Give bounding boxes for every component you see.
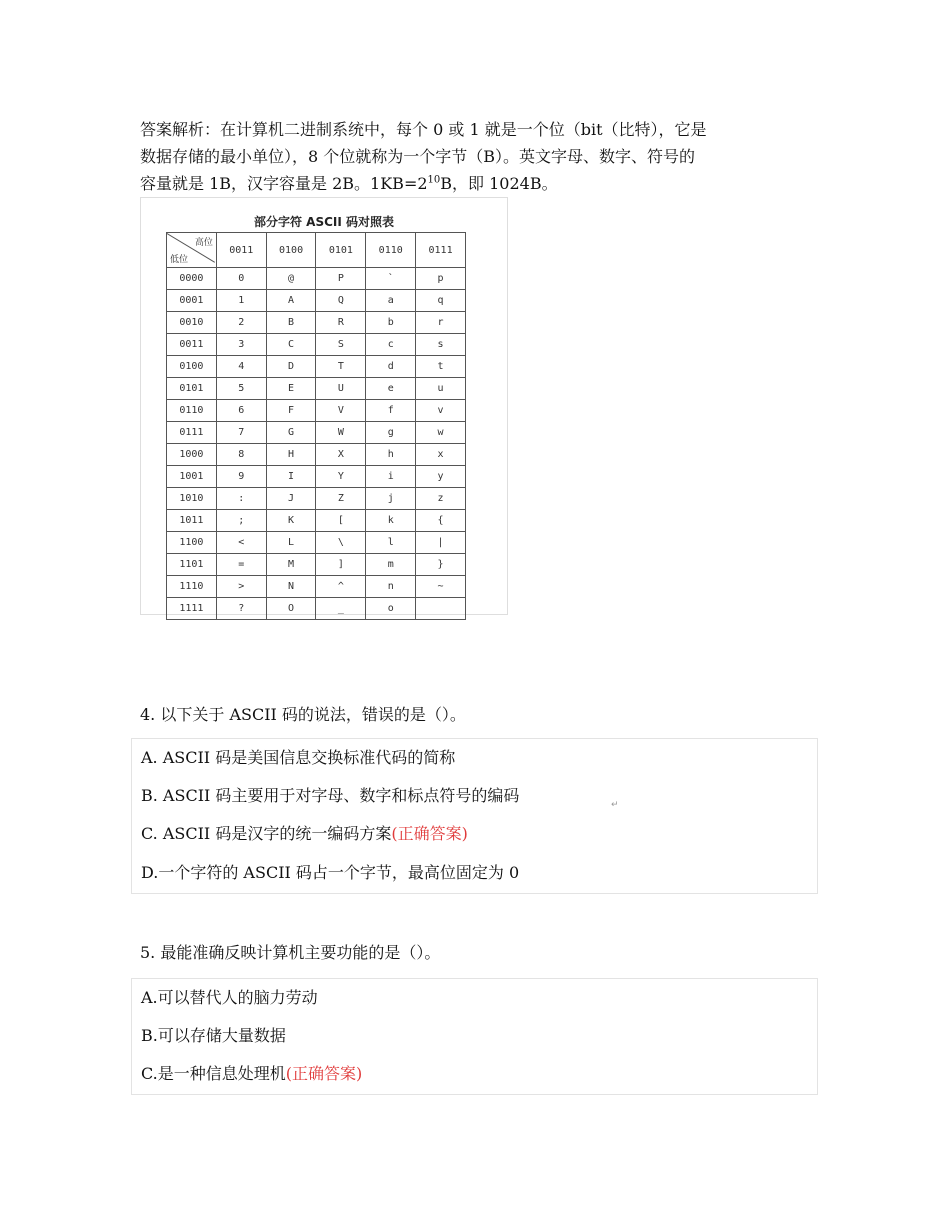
ascii-char-cell: P <box>316 268 366 290</box>
q4-option-c[interactable] <box>141 823 468 845</box>
ascii-char-cell: 4 <box>216 356 266 378</box>
option-text: B.可以存储大量数据 <box>141 1026 286 1045</box>
ascii-char-cell: w <box>416 422 466 444</box>
ascii-char-cell: N <box>266 576 316 598</box>
q5-option-c[interactable] <box>141 1063 362 1085</box>
ascii-row <box>167 378 466 400</box>
ascii-char-cell: i <box>366 466 416 488</box>
ascii-char-cell: B <box>266 312 316 334</box>
ascii-low-bits-cell: 1110 <box>167 576 217 598</box>
ascii-char-cell: v <box>416 400 466 422</box>
option-text: C. ASCII 码是汉字的统一编码方案 <box>141 824 392 843</box>
ascii-char-cell: A <box>266 290 316 312</box>
ascii-char-cell: 6 <box>216 400 266 422</box>
ascii-low-bits-cell: 0000 <box>167 268 217 290</box>
ascii-row <box>167 488 466 510</box>
ascii-char-cell: h <box>366 444 416 466</box>
explanation-line-3-end: B，即 1024B。 <box>440 174 558 193</box>
ascii-row <box>167 422 466 444</box>
ascii-char-cell: q <box>416 290 466 312</box>
ascii-char-cell: e <box>366 378 416 400</box>
ascii-char-cell: s <box>416 334 466 356</box>
ascii-char-cell: 7 <box>216 422 266 444</box>
ascii-char-cell: k <box>366 510 416 532</box>
ascii-row <box>167 598 466 620</box>
ascii-char-cell: c <box>366 334 416 356</box>
ascii-char-cell: | <box>416 532 466 554</box>
ascii-row <box>167 334 466 356</box>
ascii-table <box>166 232 466 620</box>
ascii-char-cell: y <box>416 466 466 488</box>
ascii-row <box>167 532 466 554</box>
ascii-row <box>167 510 466 532</box>
ascii-char-cell: 3 <box>216 334 266 356</box>
ascii-char-cell: f <box>366 400 416 422</box>
ascii-char-cell: V <box>316 400 366 422</box>
ascii-char-cell: > <box>216 576 266 598</box>
ascii-char-cell: W <box>316 422 366 444</box>
ascii-char-cell <box>416 598 466 620</box>
ascii-char-cell: } <box>416 554 466 576</box>
explanation-line-1: 答案解析：在计算机二进制系统中，每个 0 或 1 就是一个位（bit（比特），它是 <box>140 120 707 139</box>
ascii-char-cell: _ <box>316 598 366 620</box>
correct-answer-mark: (正确答案) <box>285 1064 363 1083</box>
ascii-char-cell: { <box>416 510 466 532</box>
ascii-char-cell: D <box>266 356 316 378</box>
ascii-row <box>167 554 466 576</box>
ascii-low-bits-cell: 0010 <box>167 312 217 334</box>
ascii-high-bits-header: 0011 <box>216 233 266 268</box>
ascii-char-cell: b <box>366 312 416 334</box>
ascii-low-bits-cell: 1001 <box>167 466 217 488</box>
ascii-char-cell: t <box>416 356 466 378</box>
ascii-char-cell: E <box>266 378 316 400</box>
ascii-char-cell: T <box>316 356 366 378</box>
ascii-char-cell: 1 <box>216 290 266 312</box>
ascii-char-cell: [ <box>316 510 366 532</box>
ascii-char-cell: 2 <box>216 312 266 334</box>
ascii-low-bits-cell: 0101 <box>167 378 217 400</box>
ascii-row <box>167 466 466 488</box>
ascii-row <box>167 268 466 290</box>
q4-option-d[interactable] <box>141 862 519 884</box>
ascii-char-cell: S <box>316 334 366 356</box>
ascii-corner-cell <box>167 233 217 268</box>
ascii-low-bits-cell: 1100 <box>167 532 217 554</box>
ascii-row <box>167 290 466 312</box>
ascii-low-bits-cell: 1111 <box>167 598 217 620</box>
ascii-char-cell: U <box>316 378 366 400</box>
ascii-char-cell: l <box>366 532 416 554</box>
ascii-low-bits-cell: 1101 <box>167 554 217 576</box>
ascii-char-cell: o <box>366 598 416 620</box>
question-4-options <box>131 738 818 894</box>
explanation-line-3 <box>140 170 820 197</box>
ascii-char-cell: F <box>266 400 316 422</box>
ascii-char-cell: ^ <box>316 576 366 598</box>
ascii-char-cell: I <box>266 466 316 488</box>
explanation-line-2: 数据存储的最小单位），8 个位就称为一个字节（B）。英文字母、数字、符号的 <box>140 147 696 166</box>
ascii-char-cell: 5 <box>216 378 266 400</box>
ascii-char-cell: ` <box>366 268 416 290</box>
ascii-low-bits-cell: 0011 <box>167 334 217 356</box>
ascii-char-cell: j <box>366 488 416 510</box>
ascii-char-cell: O <box>266 598 316 620</box>
ascii-low-bits-cell: 1011 <box>167 510 217 532</box>
ascii-low-bits-cell: 0100 <box>167 356 217 378</box>
ascii-char-cell: Y <box>316 466 366 488</box>
ascii-char-cell: d <box>366 356 416 378</box>
ascii-high-bits-header: 0101 <box>316 233 366 268</box>
option-text: A.可以替代人的脑力劳动 <box>141 988 318 1007</box>
ascii-char-cell: Q <box>316 290 366 312</box>
ascii-low-bits-cell: 0110 <box>167 400 217 422</box>
paragraph-return-mark: ↵ <box>611 800 619 810</box>
ascii-char-cell: ; <box>216 510 266 532</box>
q4-option-b[interactable] <box>141 785 519 807</box>
ascii-char-cell: R <box>316 312 366 334</box>
ascii-row <box>167 444 466 466</box>
ascii-char-cell: n <box>366 576 416 598</box>
ascii-char-cell: z <box>416 488 466 510</box>
ascii-row <box>167 356 466 378</box>
ascii-char-cell: M <box>266 554 316 576</box>
ascii-char-cell: ] <box>316 554 366 576</box>
ascii-char-cell: K <box>266 510 316 532</box>
corner-low-label: 低位 <box>170 255 189 265</box>
ascii-char-cell: g <box>366 422 416 444</box>
correct-answer-mark: (正确答案) <box>391 824 468 843</box>
ascii-high-bits-header: 0111 <box>416 233 466 268</box>
ascii-high-bits-header: 0110 <box>366 233 416 268</box>
ascii-row <box>167 576 466 598</box>
ascii-row <box>167 400 466 422</box>
option-text: C.是一种信息处理机 <box>141 1064 286 1083</box>
ascii-char-cell: = <box>216 554 266 576</box>
ascii-char-cell: G <box>266 422 316 444</box>
ascii-char-cell: 0 <box>216 268 266 290</box>
ascii-low-bits-cell: 1010 <box>167 488 217 510</box>
explanation-line-3-start: 容量就是 1B，汉字容量是 2B。1KB=2 <box>140 174 428 193</box>
ascii-char-cell: ~ <box>416 576 466 598</box>
ascii-char-cell: \ <box>316 532 366 554</box>
ascii-char-cell: 9 <box>216 466 266 488</box>
ascii-char-cell: p <box>416 268 466 290</box>
ascii-char-cell: r <box>416 312 466 334</box>
ascii-char-cell: ? <box>216 598 266 620</box>
ascii-char-cell: X <box>316 444 366 466</box>
ascii-char-cell: J <box>266 488 316 510</box>
ascii-table-caption: 部分字符 ASCII 码对照表 <box>253 215 395 229</box>
exponent: 10 <box>427 174 441 186</box>
option-text: D.一个字符的 ASCII 码占一个字节，最高位固定为 0 <box>141 863 520 882</box>
ascii-char-cell: : <box>216 488 266 510</box>
question-4: 4. 以下关于 ASCII 码的说法，错误的是（）。 <box>140 705 466 724</box>
ascii-char-cell: H <box>266 444 316 466</box>
question-5: 5. 最能准确反映计算机主要功能的是（）。 <box>140 943 441 962</box>
ascii-char-cell: < <box>216 532 266 554</box>
option-text: A. ASCII 码是美国信息交换标准代码的简称 <box>141 748 456 767</box>
ascii-low-bits-cell: 1000 <box>167 444 217 466</box>
ascii-header-row <box>167 233 466 268</box>
ascii-low-bits-cell: 0111 <box>167 422 217 444</box>
corner-high-label: 高位 <box>194 238 213 248</box>
question-5-options <box>131 978 818 1095</box>
ascii-char-cell: Z <box>316 488 366 510</box>
ascii-char-cell: u <box>416 378 466 400</box>
option-text: B. ASCII 码主要用于对字母、数字和标点符号的编码 <box>141 786 520 805</box>
q5-option-a[interactable] <box>141 987 318 1009</box>
ascii-char-cell: a <box>366 290 416 312</box>
ascii-high-bits-header: 0100 <box>266 233 316 268</box>
ascii-char-cell: @ <box>266 268 316 290</box>
ascii-char-cell: C <box>266 334 316 356</box>
ascii-row <box>167 312 466 334</box>
answer-explanation <box>140 116 820 197</box>
q4-option-a[interactable] <box>141 747 455 769</box>
q5-option-b[interactable] <box>141 1025 286 1047</box>
ascii-low-bits-cell: 0001 <box>167 290 217 312</box>
ascii-char-cell: L <box>266 532 316 554</box>
ascii-char-cell: x <box>416 444 466 466</box>
ascii-char-cell: m <box>366 554 416 576</box>
ascii-char-cell: 8 <box>216 444 266 466</box>
